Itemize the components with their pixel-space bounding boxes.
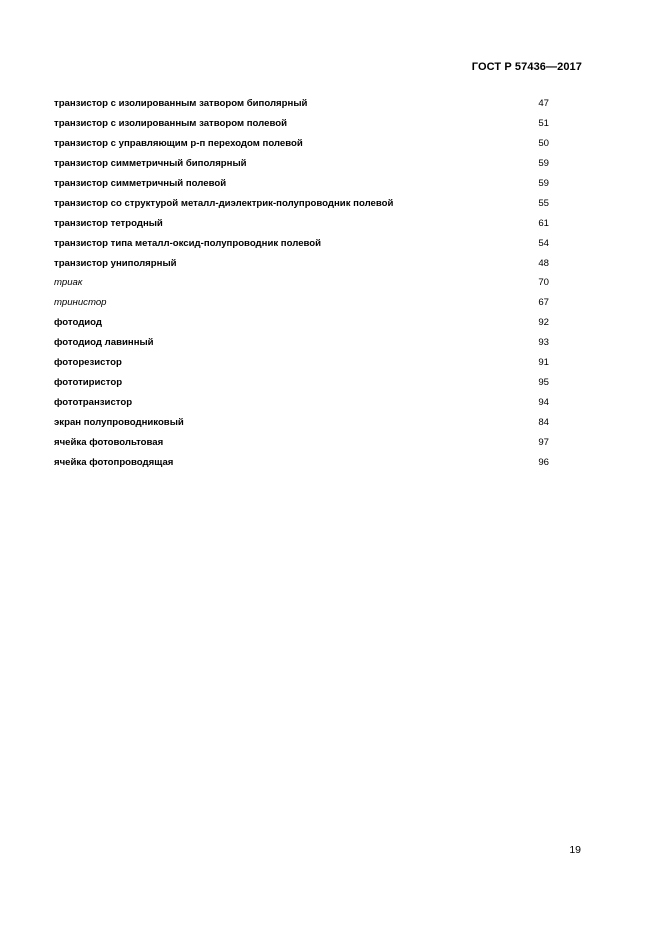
index-entry [54, 236, 549, 256]
index-term: фотодиод [54, 317, 103, 329]
index-entry [54, 96, 549, 116]
index-entry [54, 435, 549, 455]
index-term: транзистор с изолированным затвором полевой [54, 117, 287, 129]
document-header: ГОСТ Р 57436—2017 [471, 61, 582, 73]
index-entry [54, 455, 549, 475]
index-page-ref: 97 [538, 436, 549, 448]
index-entry [54, 116, 549, 136]
index-page-ref: 55 [538, 197, 549, 209]
index-entry [54, 395, 549, 415]
index-page-ref: 70 [538, 277, 549, 289]
index-entry [54, 216, 549, 236]
index-term: фототранзистор [54, 397, 133, 409]
index-page-ref: 47 [538, 98, 549, 109]
index-term: транзистор с изолированным затвором биполярный [54, 98, 308, 109]
index-page-ref: 50 [538, 137, 549, 149]
index-page-ref: 96 [538, 456, 549, 468]
index-page-ref: 95 [538, 377, 549, 389]
index-term: транзистор симметричный биполярный [54, 157, 247, 169]
index-term: транзистор со структурой металл-диэлектрик-полупроводник полевой [54, 197, 394, 209]
index-page-ref: 84 [538, 417, 549, 428]
page-number: 19 [569, 844, 581, 856]
index-entry [54, 375, 549, 395]
index-entry [54, 315, 549, 335]
index-page-ref: 59 [538, 177, 549, 189]
index-page-ref: 91 [538, 357, 549, 369]
index-page-ref: 54 [538, 237, 549, 249]
index-entry [54, 355, 549, 375]
index-term: фоторезистор [54, 357, 122, 369]
index-term: транзистор тетродный [54, 217, 163, 229]
index-page-ref: 61 [538, 217, 549, 229]
index-page-ref: 94 [538, 397, 549, 409]
index-entry [54, 415, 549, 435]
index-term: фотодиод лавинный [54, 337, 154, 349]
index-page-ref: 59 [538, 157, 549, 169]
index-page-ref: 48 [538, 257, 549, 269]
index-term: транзистор с управляющим р-п переходом полевой [54, 137, 303, 149]
index-page-ref: 51 [538, 117, 549, 129]
index-term: триак [54, 277, 83, 289]
index-entry [54, 275, 549, 295]
index-term: тринистор [54, 297, 107, 309]
index-entry [54, 136, 549, 156]
index-page-ref: 92 [538, 317, 549, 329]
index-entry [54, 176, 549, 196]
index-entry [54, 335, 549, 355]
term-index-list [54, 96, 549, 475]
index-entry [54, 156, 549, 176]
index-term: ячейка фотовольтовая [54, 436, 164, 448]
index-page-ref: 67 [538, 297, 549, 309]
index-term: транзистор униполярный [54, 257, 177, 269]
index-entry [54, 256, 549, 276]
index-term: транзистор симметричный полевой [54, 177, 227, 189]
index-entry [54, 295, 549, 315]
index-term: транзистор типа металл-оксид-полупроводник полевой [54, 237, 322, 249]
index-term: экран полупроводниковый [54, 417, 184, 428]
index-entry [54, 196, 549, 216]
index-page-ref: 93 [538, 337, 549, 349]
index-term: фототиристор [54, 377, 123, 389]
index-term: ячейка фотопроводящая [54, 456, 174, 468]
